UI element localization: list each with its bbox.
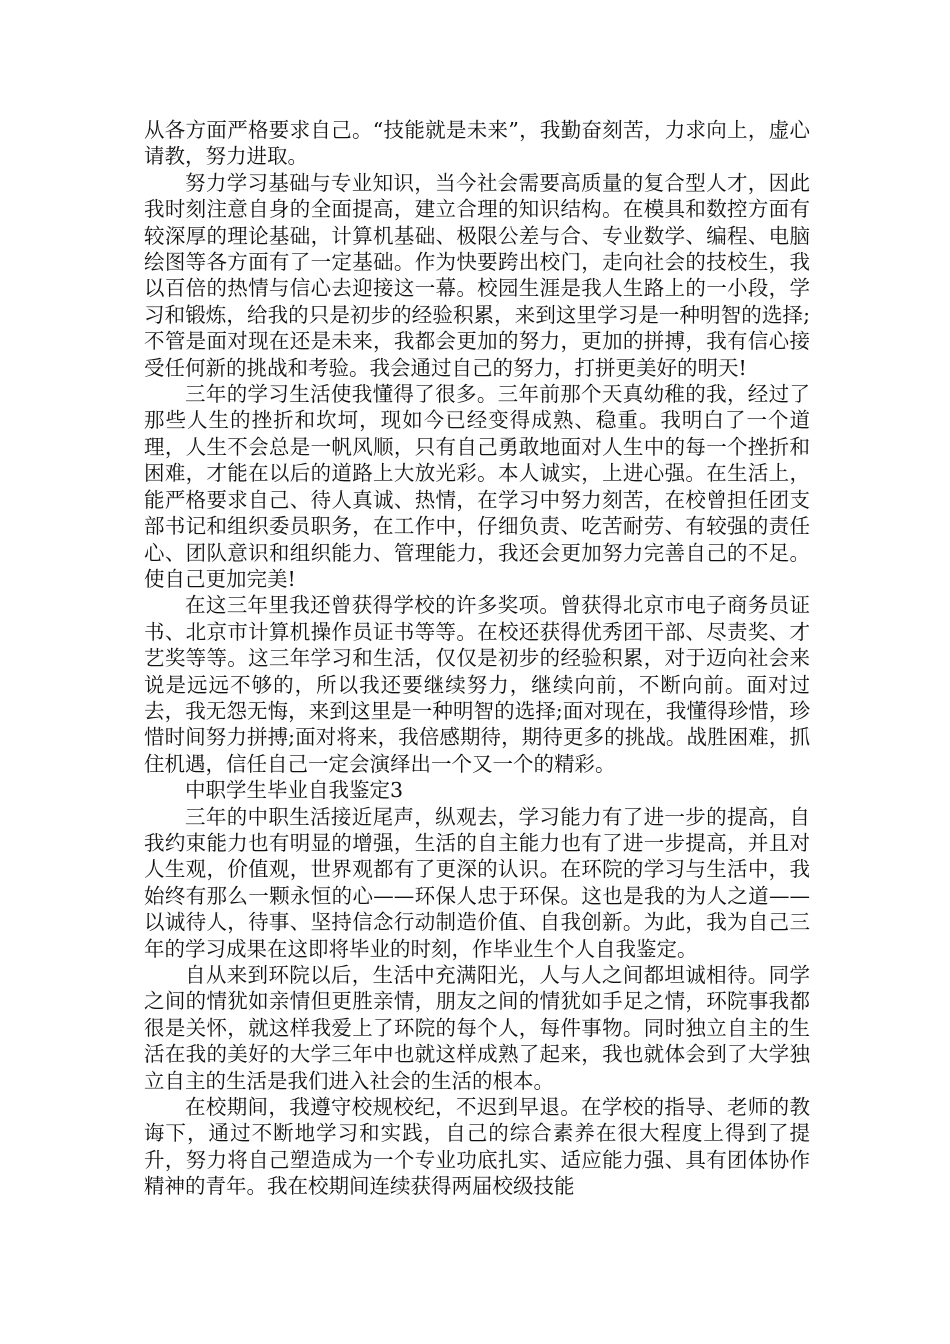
paragraph-continuation: 从各方面严格要求自己。“技能就是未来”，我勤奋刻苦，力求向上，虚心请教，努力进取。 bbox=[144, 118, 810, 169]
document-page bbox=[144, 117, 810, 1200]
paragraph: 自从来到环院以后，生活中充满阳光，人与人之间都坦诚相待。同学之间的情犹如亲情但更胜亲情，朋友之间的情犹如手足之情，环院事我都很是关怀，就这样我爱上了环院的每个人，每件事物。同时独立自主的生活在我的美好的大学三年中也就这样成熟了起来，我也就体会到了大学独立自主的生活是我们进入社会的生活的根本。 bbox=[144, 963, 810, 1093]
paragraph: 在校期间，我遵守校规校纪，不迟到早退。在学校的指导、老师的教诲下，通过不断地学习和实践，自己的综合素养在很大程度上得到了提升，努力将自己塑造成为一个专业功底扎实、适应能力强、具有团体协作精神的青年。我在校期间连续获得两届校级技能 bbox=[144, 1095, 810, 1199]
paragraph: 在这三年里我还曾获得学校的许多奖项。曾获得北京市电子商务员证书、北京市计算机操作员证书等等。在校还获得优秀团干部、尽责奖、才艺奖等等。这三年学习和生活，仅仅是初步的经验积累，对于迈向社会来说是远远不够的，所以我还要继续努力，继续向前，不断向前。面对过去，我无怨无悔，来到这里是一种明智的选择;面对现在，我懂得珍惜，珍惜时间努力拼搏;面对将来，我倍感期待，期待更多的挑战。战胜困难，抓住机遇，信任自己一定会演绎出一个又一个的精彩。 bbox=[144, 593, 810, 776]
paragraph: 努力学习基础与专业知识，当今社会需要高质量的复合型人才，因此我时刻注意自身的全面提高，建立合理的知识结构。在模具和数控方面有较深厚的理论基础，计算机基础、极限公差与合、专业数学、编程、电脑绘图等各方面有了一定基础。作为快要跨出校门，走向社会的技校生，我以百倍的热情与信心去迎接这一幕。校园生涯是我人生路上的一小段，学习和锻炼，给我的只是初步的经验积累，来到这里学习是一种明智的选择;不管是面对现在还是未来，我都会更加的努力，更加的拼搏，我有信心接受任何新的挑战和考验。我会通过自己的努力，打拼更美好的明天! bbox=[144, 170, 810, 380]
paragraph: 三年的学习生活使我懂得了很多。三年前那个天真幼稚的我，经过了那些人生的挫折和坎坷，现如今已经变得成熟、稳重。我明白了一个道理，人生不会总是一帆风顺，只有自己勇敢地面对人生中的每一个挫折和困难，才能在以后的道路上大放光彩。本人诚实，上进心强。在生活上，能严格要求自己、待人真诚、热情，在学习中努力刻苦，在校曾担任团支部书记和组织委员职务，在工作中，仔细负责、吃苦耐劳、有较强的责任心、团队意识和组织能力、管理能力，我还会更加努力完善自己的不足。使自己更加完美! bbox=[144, 382, 810, 591]
section-heading: 中职学生毕业自我鉴定3 bbox=[185, 778, 404, 803]
paragraph: 三年的中职生活接近尾声，纵观去，学习能力有了进一步的提高，自我约束能力也有明显的增强，生活的自主能力也有了进一步提高，并且对人生观，价值观，世界观都有了更深的认识。在环院的学习与生活中，我始终有那么一颗永恒的心——环保人忠于环保。这也是我的为人之道——以诚待人，待事、坚持信念行动制造价值、自我创新。为此，我为自己三年的学习成果在这即将毕业的时刻，作毕业生个人自我鉴定。 bbox=[144, 804, 810, 961]
